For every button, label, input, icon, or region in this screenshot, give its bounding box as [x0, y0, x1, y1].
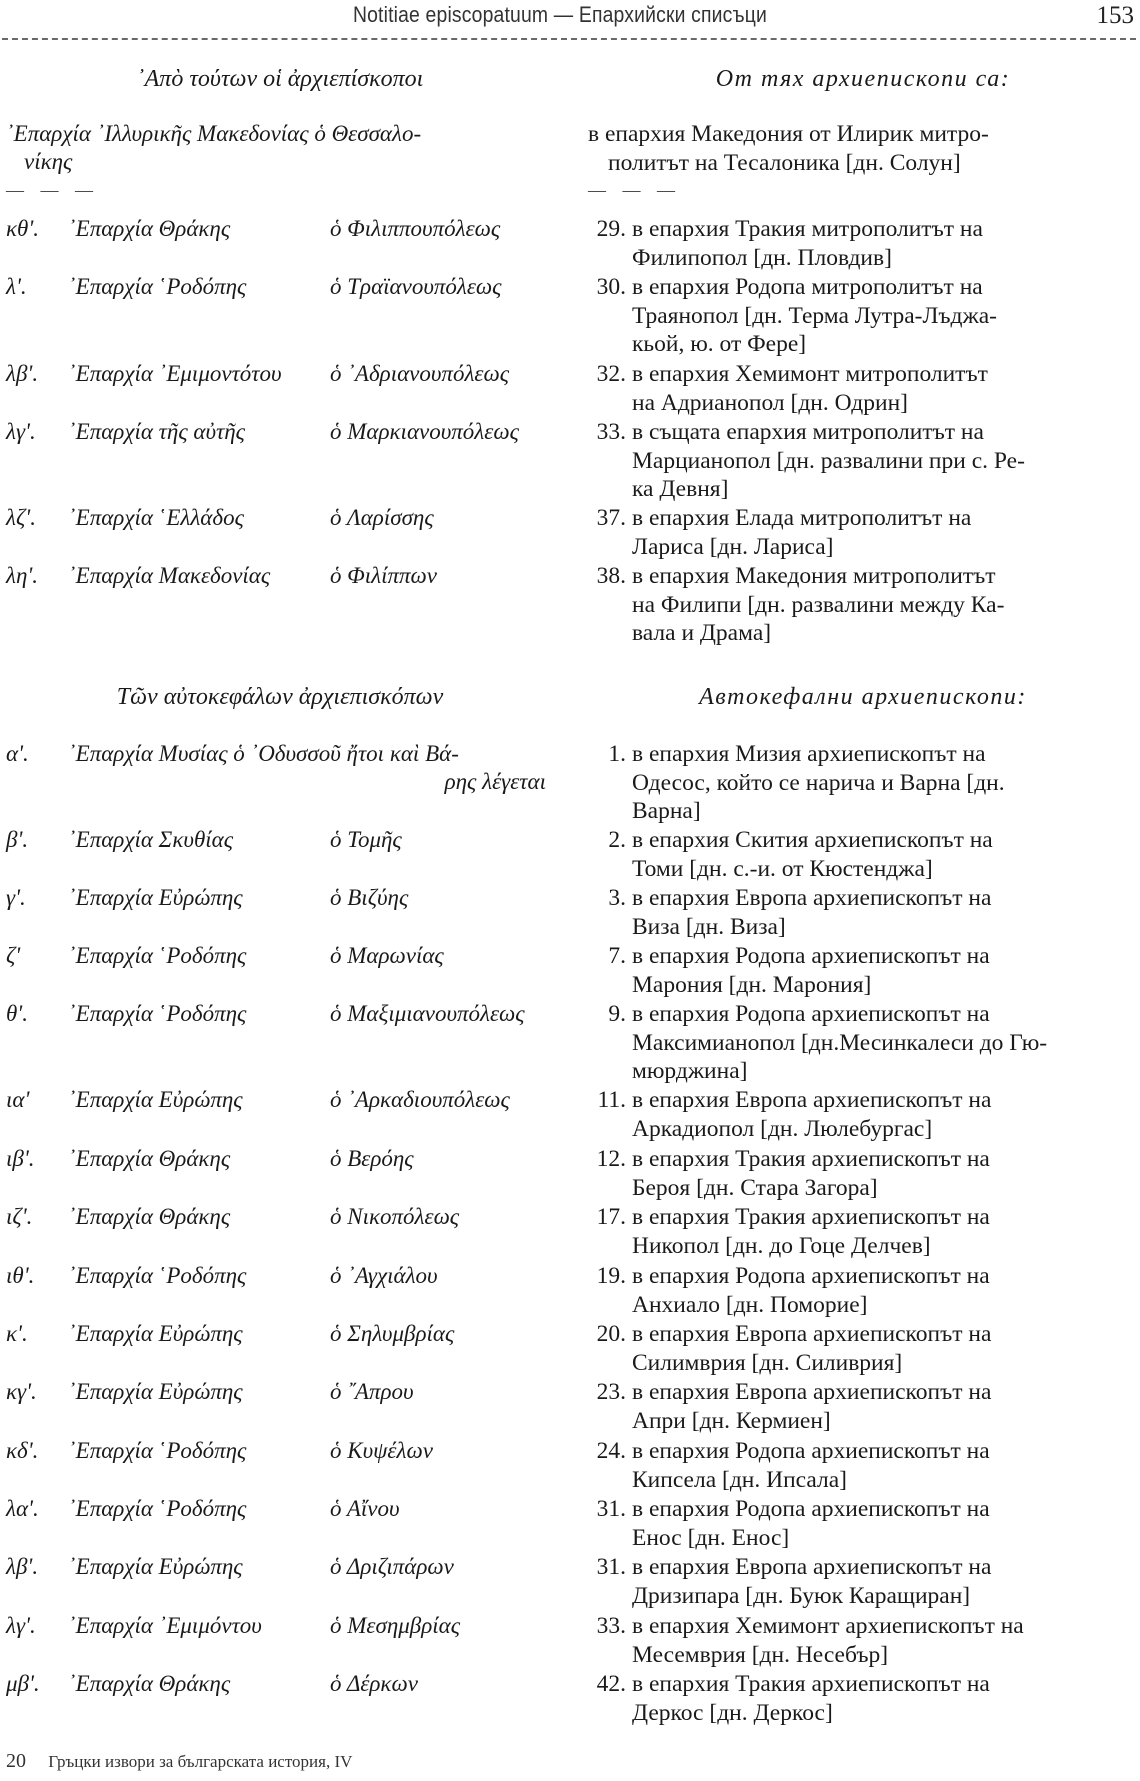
greek-number: ια'	[6, 1087, 30, 1112]
bulgarian-line-cont: Силимврия [дн. Силиврия]	[632, 1349, 903, 1376]
bulgarian-line: в епархия Европа архиепископът на	[632, 1554, 992, 1580]
bulgarian-number: 2.	[608, 827, 626, 853]
greek-see: ὁ Μαξιμιανουπόλεως	[330, 1001, 525, 1026]
bulgarian-line-cont: Варна]	[632, 798, 701, 824]
bulgarian-entry	[588, 215, 1136, 272]
bulgarian-entry	[588, 1495, 1136, 1552]
greek-entry	[6, 273, 556, 301]
bulgarian-line: в епархия Тракия архиепископът на	[632, 1146, 990, 1172]
bulgarian-line: в епархия Родопа архиепископът на	[632, 1438, 990, 1464]
greek-column	[0, 0, 560, 1781]
bulgarian-number: 7.	[608, 943, 626, 969]
greek-province: ᾿Επαρχία ῾Ροδόπης	[68, 943, 247, 968]
greek-see: ὁ Μεσημβρίας	[330, 1613, 461, 1638]
bulgarian-number: 31.	[596, 1496, 626, 1522]
greek-see: ὁ Κυψέλων	[330, 1438, 433, 1463]
greek-see: ὁ Νικοπόλεως	[330, 1204, 460, 1229]
signature-number: 20	[6, 1750, 26, 1772]
greek-number: λβ'.	[6, 361, 39, 386]
bulgarian-line-cont: Кипсела [дн. Ипсала]	[632, 1466, 847, 1493]
greek-province: ᾿Επαρχία Θράκης	[68, 1671, 231, 1696]
greek-heading-2: Τῶν αὐτοκεφάλων ἀρχιεπισκόπων	[116, 684, 444, 710]
greek-province: ᾿Επαρχία Θράκης	[68, 1146, 231, 1171]
bulgarian-entry	[588, 884, 1136, 941]
bulgarian-line-cont: на Филипи [дн. развалини между Ка-	[632, 591, 1005, 618]
greek-province: ᾿Επαρχία ᾿Εμιμοντότου	[68, 361, 282, 386]
bulgarian-entry	[588, 1612, 1136, 1669]
greek-line: ᾿Επαρχία Μυσίας ὁ ᾿Οδυσσοῦ ἤτοι καὶ Βά-	[68, 741, 459, 766]
greek-entry	[6, 1000, 556, 1028]
greek-number: ιθ'.	[6, 1263, 35, 1288]
bulgarian-line-cont: Берoя [дн. Стара Загора]	[632, 1174, 878, 1201]
greek-province: ᾿Επαρχία Εὐρώπης	[68, 1554, 243, 1579]
bulgarian-number: 29.	[596, 216, 626, 242]
bulgarian-line: в епархия Хемимонт архиепископът на	[632, 1613, 1024, 1639]
greek-number: κ'.	[6, 1321, 28, 1346]
bulgarian-entry	[588, 1145, 1136, 1202]
greek-see: ὁ Τραϊανουπόλεως	[330, 274, 502, 299]
bulgarian-line-cont: Филипопол [дн. Пловдив]	[632, 244, 892, 271]
greek-entry	[6, 826, 556, 854]
bulgarian-entry	[588, 562, 1136, 648]
greek-number: β'.	[6, 827, 29, 852]
greek-see: ὁ ῎Απρου	[330, 1379, 414, 1404]
greek-province: ᾿Επαρχία ῾Ροδόπης	[68, 1438, 247, 1463]
greek-number: θ'.	[6, 1001, 28, 1026]
bulgarian-entry	[588, 1262, 1136, 1319]
greek-province: ᾿Επαρχία ᾿Εμιμόντου	[68, 1613, 262, 1638]
bulgarian-line-cont: Марония [дн. Марония]	[632, 971, 872, 998]
bulgarian-line: в епархия Тракия митрополитът на	[632, 216, 983, 242]
greek-see: ὁ Φιλίππων	[330, 563, 437, 588]
bulgarian-number: 17.	[596, 1204, 626, 1230]
bulgarian-number: 1.	[608, 741, 626, 767]
greek-line-cont: ρης λέγεται	[444, 769, 546, 794]
greek-province: ᾿Επαρχία τῆς αὐτῆς	[68, 419, 246, 444]
bulgarian-number: 11.	[597, 1087, 626, 1113]
greek-province: ᾿Επαρχία ῾Ροδόπης	[68, 1263, 247, 1288]
greek-entry-odessos	[6, 740, 556, 796]
footer-title: Гръцки извори за българската история, IV	[48, 1752, 353, 1771]
bulgarian-heading-1: От тях архиепископи са:	[715, 66, 1011, 92]
bulgarian-line: в епархия Хемимонт митрополитът	[632, 361, 988, 387]
bulgarian-number: 9.	[608, 1001, 626, 1027]
bulgarian-number: 33.	[596, 419, 626, 445]
greek-entry	[6, 562, 556, 590]
greek-line: ᾿Επαρχία ᾿Ιλλυρικῆς Μακεδονίας ὁ Θεσσαλο-	[6, 121, 422, 146]
bulgarian-line-cont: Апри [дн. Кермиен]	[632, 1407, 831, 1434]
greek-entry	[6, 1320, 556, 1348]
bulgarian-number: 32.	[596, 361, 626, 387]
bulgarian-entry	[588, 942, 1136, 999]
bulgarian-entry	[588, 1086, 1136, 1143]
greek-entry	[6, 215, 556, 243]
greek-entry	[6, 418, 556, 446]
greek-entry	[6, 1145, 556, 1173]
greek-province: ᾿Επαρχία ῾Ροδόπης	[68, 1001, 247, 1026]
greek-province: ᾿Επαρχία ῾Ροδόπης	[68, 1496, 247, 1521]
bulgarian-line: в епархия Родопа архиепископът на	[632, 943, 990, 969]
bulgarian-line-cont: Траянопол [дн. Терма Лутра-Лъджа-	[632, 302, 998, 329]
greek-entry	[6, 942, 556, 970]
greek-number: κγ'.	[6, 1379, 37, 1404]
greek-number: λα'.	[6, 1496, 39, 1521]
greek-province: ᾿Επαρχία Εὐρώπης	[68, 885, 243, 910]
bulgarian-entry	[588, 1378, 1136, 1435]
greek-see: ὁ Τομῆς	[330, 827, 402, 852]
greek-entry	[6, 1203, 556, 1231]
greek-see: ὁ Σηλυμβρίας	[330, 1321, 455, 1346]
greek-see: ὁ Δέρκων	[330, 1671, 418, 1696]
bulgarian-number: 42.	[596, 1671, 626, 1697]
bulgarian-line-cont: Аркадиопол [дн. Люлебургас]	[632, 1115, 933, 1142]
bulgarian-line-cont: Одесос, който се нарича и Варна [дн.	[632, 769, 1005, 796]
bulgarian-line-cont: Лариса [дн. Лариса]	[632, 533, 834, 560]
greek-entry	[6, 360, 556, 388]
greek-see: ὁ ᾿Αρκαδιουπόλεως	[330, 1087, 510, 1112]
greek-entry	[6, 1378, 556, 1406]
greek-heading-1: ᾿Απὸ τούτων οἱ ἀρχιεπίσκοποι	[136, 66, 424, 92]
greek-province: ᾿Επαρχία Εὐρώπης	[68, 1087, 243, 1112]
greek-see: ὁ Αἴνου	[330, 1496, 400, 1521]
greek-entry	[6, 1553, 556, 1581]
bulgarian-line: в епархия Европа архиепископът на	[632, 885, 992, 911]
running-title: Notitiae episcopatuum — Епархийски списъци	[352, 2, 768, 27]
greek-entry	[6, 1262, 556, 1290]
greek-see: ὁ ᾿Αγχιάλου	[330, 1263, 438, 1288]
greek-see: ὁ Βερόης	[330, 1146, 414, 1171]
bulgarian-line: в епархия Родопа архиепископът на	[632, 1001, 990, 1027]
bulgarian-entry-1	[588, 740, 1136, 826]
bulgarian-line: в епархия Европа архиепископът на	[632, 1321, 992, 1347]
bulgarian-line-cont: Деркос [дн. Деркос]	[632, 1699, 833, 1726]
greek-number: λ'.	[6, 274, 27, 299]
greek-number: ζ'	[6, 943, 21, 968]
separator-dashes-greek: — — —	[6, 180, 99, 200]
bulgarian-entry	[588, 418, 1136, 504]
bulgarian-line: в епархия Родопа архиепископът на	[632, 1496, 990, 1522]
bulgarian-line: в същата епархия митрополитът на	[632, 419, 984, 445]
bulgarian-entry	[588, 1000, 1136, 1086]
greek-number: λγ'.	[6, 1613, 36, 1638]
bulgarian-line: в епархия Родопа архиепископът на	[632, 1263, 990, 1289]
bulgarian-line: в епархия Родопа митрополитът на	[632, 274, 983, 300]
greek-see: ὁ Βιζύης	[330, 885, 409, 910]
greek-entry	[6, 1670, 556, 1698]
bulgarian-heading-2: Автокефални архиепископи:	[699, 684, 1027, 710]
bulgarian-line-cont: Месемврия [дн. Несебър]	[632, 1641, 889, 1668]
greek-entry	[6, 884, 556, 912]
greek-province: ᾿Επαρχία Εὐρώπης	[68, 1379, 243, 1404]
greek-entry	[6, 1086, 556, 1114]
bulgarian-line: в епархия Елада митрополитът на	[632, 505, 972, 531]
bulgarian-entry	[588, 273, 1136, 359]
bulgarian-line: в епархия Европа архиепископът на	[632, 1087, 992, 1113]
greek-number: ιζ'.	[6, 1204, 33, 1229]
greek-see: ὁ Μαρωνίας	[330, 943, 444, 968]
bulgarian-number: 3.	[608, 885, 626, 911]
bulgarian-column	[588, 0, 1138, 1781]
bulgarian-entry	[588, 1320, 1136, 1377]
greek-entry	[6, 504, 556, 532]
bulgarian-line-cont: Дризипара [дн. Буюк Каращиран]	[632, 1582, 971, 1609]
greek-number: λη'.	[6, 563, 39, 588]
bulgarian-line: в епархия Скития архиепископът на	[632, 827, 993, 853]
greek-entry	[6, 1612, 556, 1640]
footer	[6, 1750, 352, 1773]
bulgarian-number: 30.	[596, 274, 626, 300]
bulgarian-line-cont: Никопол [дн. до Гоце Делчев]	[632, 1232, 931, 1259]
bulgarian-line: в епархия Европа архиепископът на	[632, 1379, 992, 1405]
greek-province: ᾿Επαρχία ῾Ελλάδος	[68, 505, 244, 530]
greek-number: γ'.	[6, 885, 26, 910]
greek-province: ᾿Επαρχία Θράκης	[68, 216, 231, 241]
greek-number: ιβ'.	[6, 1146, 35, 1171]
bulgarian-number: 33.	[596, 1613, 626, 1639]
bulgarian-number: 19.	[596, 1263, 626, 1289]
greek-number: κδ'.	[6, 1438, 39, 1463]
greek-see: ὁ Δριζιπάρων	[330, 1554, 454, 1579]
bulgarian-number: 31.	[596, 1554, 626, 1580]
bulgarian-line-cont: кьой, ю. от Фере]	[632, 331, 807, 357]
greek-number: λγ'.	[6, 419, 36, 444]
greek-province: ᾿Επαρχία ῾Ροδόπης	[68, 274, 247, 299]
greek-province: ᾿Επαρχία Εὐρώπης	[68, 1321, 243, 1346]
greek-number: α'.	[6, 741, 29, 766]
bulgarian-entry-thessalonike	[588, 120, 1136, 177]
bulgarian-line: в епархия Тракия архиепископът на	[632, 1204, 990, 1230]
bulgarian-line-cont: ка Девня]	[632, 476, 729, 502]
bulgarian-line-cont: Марцианопол [дн. развалини при с. Ре-	[632, 447, 1025, 474]
page-number: 153	[1096, 2, 1134, 29]
bulgarian-line-cont: Енос [дн. Енос]	[632, 1524, 790, 1551]
bulgarian-line-cont: мюрджина]	[632, 1058, 748, 1084]
greek-province: ᾿Επαρχία Σκυθίας	[68, 827, 234, 852]
greek-see: ὁ Φιλιππουπόλεως	[330, 216, 501, 241]
bulgarian-line-cont: на Адрианопол [дн. Одрин]	[632, 389, 908, 416]
greek-entry-thessalonike	[6, 120, 556, 176]
bulgarian-line-cont: Максимианопол [дн.Месинкалеси до Гю-	[632, 1029, 1048, 1056]
greek-province: ᾿Επαρχία Θράκης	[68, 1204, 231, 1229]
greek-entry	[6, 1495, 556, 1523]
bulgarian-entry	[588, 1437, 1136, 1494]
bulgarian-line: в епархия Македония от Илирик митро-	[588, 121, 989, 147]
bulgarian-line-cont: политът на Тесалоника [дн. Солун]	[608, 149, 961, 176]
bulgarian-line-cont: Томи [дн. с.-и. от Кюстенджа]	[632, 855, 933, 882]
greek-see: ὁ Λαρίσσης	[330, 505, 434, 530]
bulgarian-number: 24.	[596, 1438, 626, 1464]
greek-province: ᾿Επαρχία Μακεδονίας	[68, 563, 271, 588]
greek-entry	[6, 1437, 556, 1465]
greek-line-cont: νίκης	[24, 149, 73, 174]
bulgarian-number: 12.	[596, 1146, 626, 1172]
bulgarian-number: 23.	[596, 1379, 626, 1405]
bulgarian-entry	[588, 1670, 1136, 1727]
bulgarian-line: в епархия Македония митрополитът	[632, 563, 996, 589]
bulgarian-entry	[588, 360, 1136, 417]
greek-number: λβ'.	[6, 1554, 39, 1579]
bulgarian-line-cont: Виза [дн. Виза]	[632, 913, 786, 940]
bulgarian-line-cont: Анхиало [дн. Поморие]	[632, 1291, 868, 1318]
greek-number: κθ'.	[6, 216, 40, 241]
bulgarian-line: в епархия Тракия архиепископът на	[632, 1671, 990, 1697]
bulgarian-number: 20.	[596, 1321, 626, 1347]
separator-dashes-bulgarian: — — —	[588, 180, 681, 200]
greek-number: μβ'.	[6, 1671, 40, 1696]
bulgarian-entry	[588, 1553, 1136, 1610]
bulgarian-entry	[588, 504, 1136, 561]
greek-number: λζ'.	[6, 505, 36, 530]
bulgarian-number: 37.	[596, 505, 626, 531]
greek-see: ὁ Μαρκιανουπόλεως	[330, 419, 519, 444]
bulgarian-entry	[588, 1203, 1136, 1260]
bulgarian-entry	[588, 826, 1136, 883]
bulgarian-number: 38.	[596, 563, 626, 589]
greek-see: ὁ ᾿Αδριανουπόλεως	[330, 361, 510, 386]
bulgarian-line-cont: вала и Драма]	[632, 620, 772, 646]
bulgarian-line: в епархия Мизия архиепископът на	[632, 741, 986, 767]
